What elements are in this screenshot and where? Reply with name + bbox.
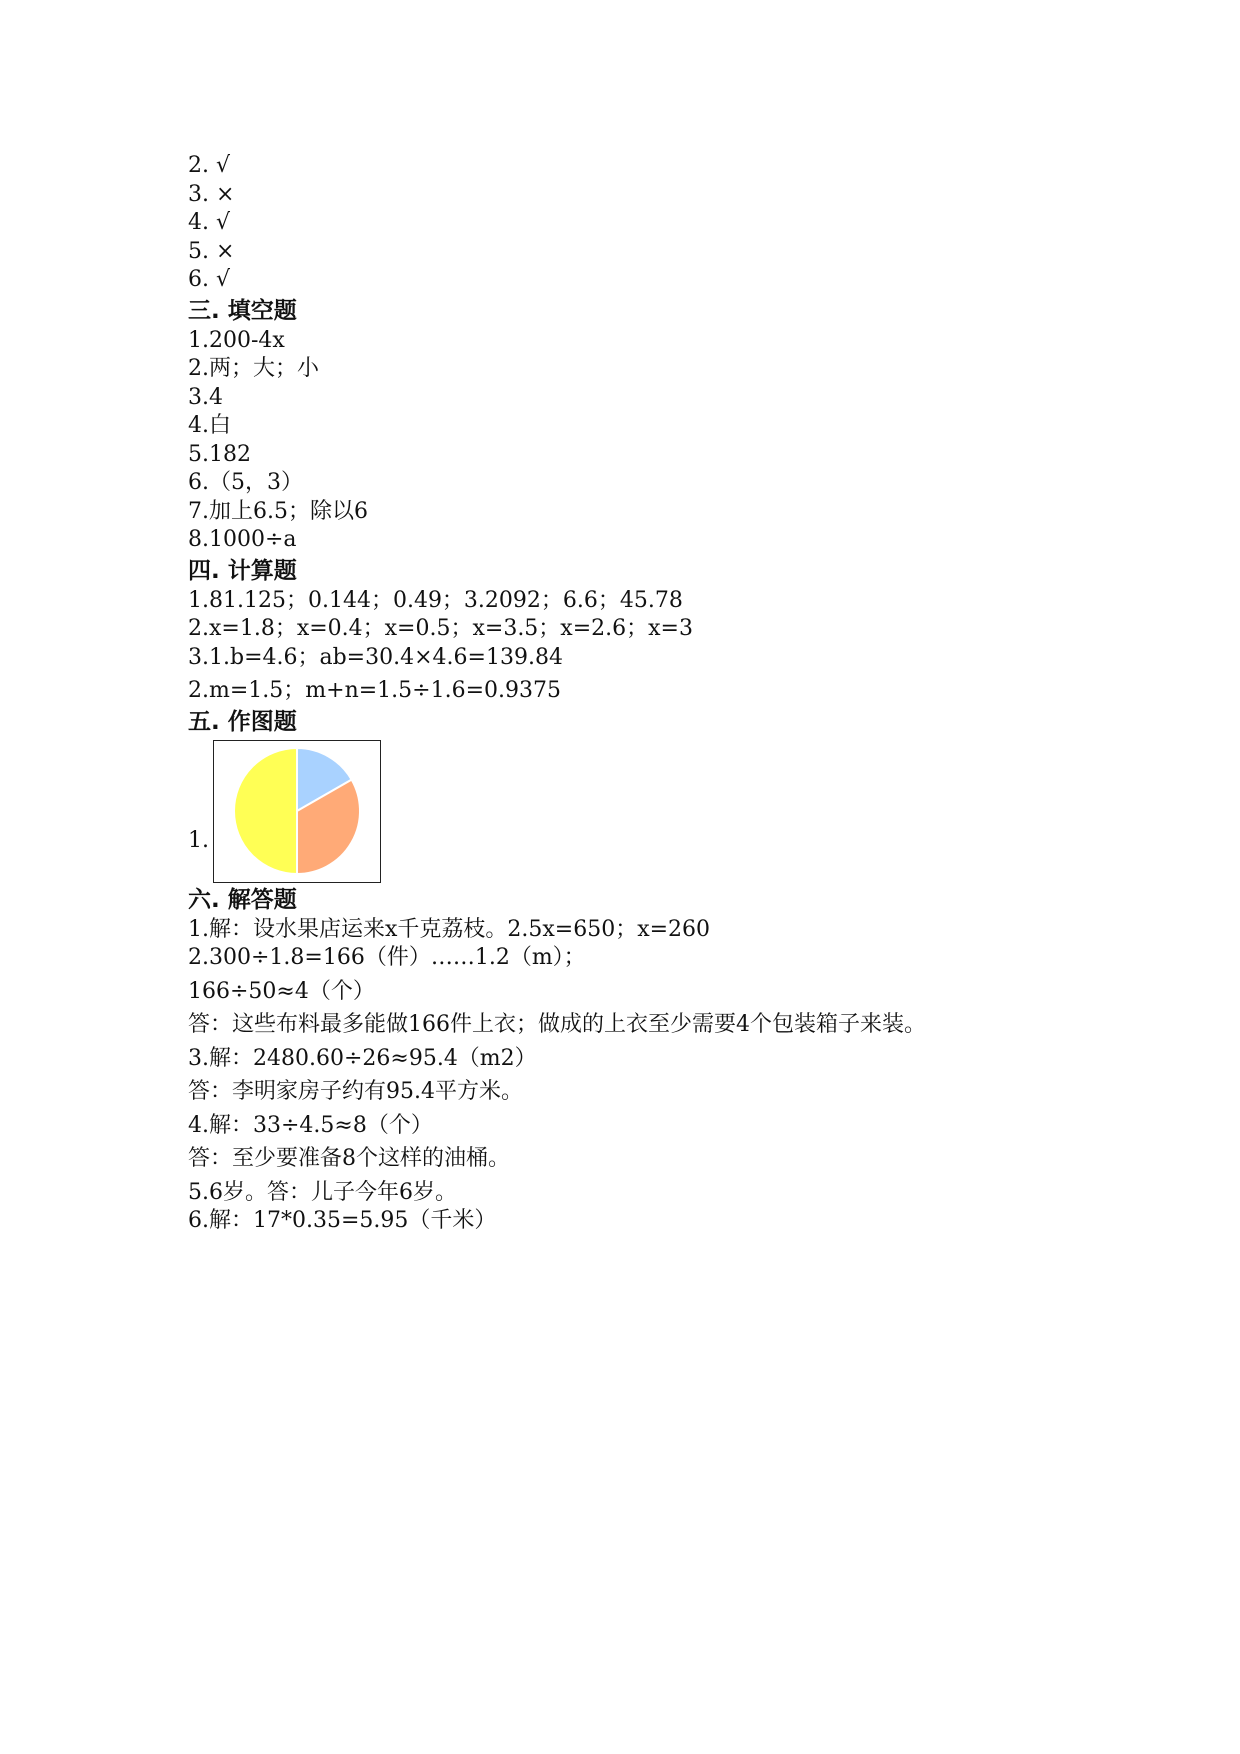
- drawing-answer-1: [188, 740, 1148, 884]
- word-answer-5: 5.6岁。答：儿子今年6岁。: [188, 1179, 457, 1205]
- judge-answer-5: 5. ×: [188, 238, 235, 264]
- word-problem-answers: [188, 916, 1148, 1236]
- answer-page: [188, 152, 1148, 1236]
- word-answer-4-reply: 答：至少要准备8个这样的油桶。: [188, 1146, 510, 1171]
- pie-slice-1: [234, 748, 297, 874]
- section-heading-fill-blank: 三. 填空题: [188, 297, 297, 324]
- word-answer-3-reply: 答：李明家房子约有95.4平方米。: [188, 1079, 523, 1104]
- word-answer-3: 3.解：2480.60÷26≈95.4（m2）: [188, 1045, 537, 1071]
- judge-answers: [188, 152, 1148, 295]
- calculation-answers: [188, 587, 1148, 706]
- fill-answer-5: 5.182: [188, 441, 251, 467]
- judge-answer-6: 6. √: [188, 267, 231, 292]
- calc-answer-3-2: 2.m=1.5；m+n=1.5÷1.6=0.9375: [188, 678, 561, 703]
- fill-answer-1: 1.200-4x: [188, 327, 285, 353]
- word-answer-2-reply: 答：这些布料最多能做166件上衣；做成的上衣至少需要4个包装箱子来装。: [188, 1012, 926, 1037]
- fill-answer-3: 3.4: [188, 384, 223, 410]
- word-answer-2: 2.300÷1.8=166（件）……1.2（m）；: [188, 945, 586, 970]
- pie-chart: [214, 741, 380, 882]
- word-answer-6: 6.解：17*0.35=5.95（千米）: [188, 1208, 497, 1233]
- word-answer-1: 1.解：设水果店运来x千克荔枝。2.5x=650；x=260: [188, 916, 711, 942]
- fill-answer-4: 4.白: [188, 413, 231, 438]
- fill-answer-6: 6.（5，3）: [188, 470, 303, 495]
- calc-answer-1: 1.81.125；0.144；0.49；3.2092；6.6；45.78: [188, 587, 683, 613]
- fill-answer-7: 7.加上6.5；除以6: [188, 498, 368, 524]
- judge-answer-2: 2. √: [188, 153, 231, 178]
- section-heading-drawing: 五. 作图题: [188, 708, 297, 735]
- section-heading-word-problems: 六. 解答题: [188, 886, 297, 913]
- calc-answer-2: 2.x=1.8；x=0.4；x=0.5；x=3.5；x=2.6；x=3: [188, 616, 693, 641]
- word-answer-2-step: 166÷50≈4（个）: [188, 978, 375, 1004]
- judge-answer-3: 3. ×: [188, 181, 235, 207]
- drawing-answer-number: 1.: [188, 827, 209, 853]
- calc-answer-3: 3.1.b=4.6；ab=30.4×4.6=139.84: [188, 644, 563, 670]
- section-heading-calculation: 四. 计算题: [188, 557, 297, 584]
- word-answer-4: 4.解：33÷4.5≈8（个）: [188, 1112, 433, 1138]
- pie-chart-frame: [213, 740, 381, 883]
- fill-answer-2: 2.两；大；小: [188, 356, 319, 381]
- fill-blank-answers: [188, 327, 1148, 555]
- fill-answer-8: 8.1000÷a: [188, 527, 297, 552]
- judge-answer-4: 4. √: [188, 210, 231, 235]
